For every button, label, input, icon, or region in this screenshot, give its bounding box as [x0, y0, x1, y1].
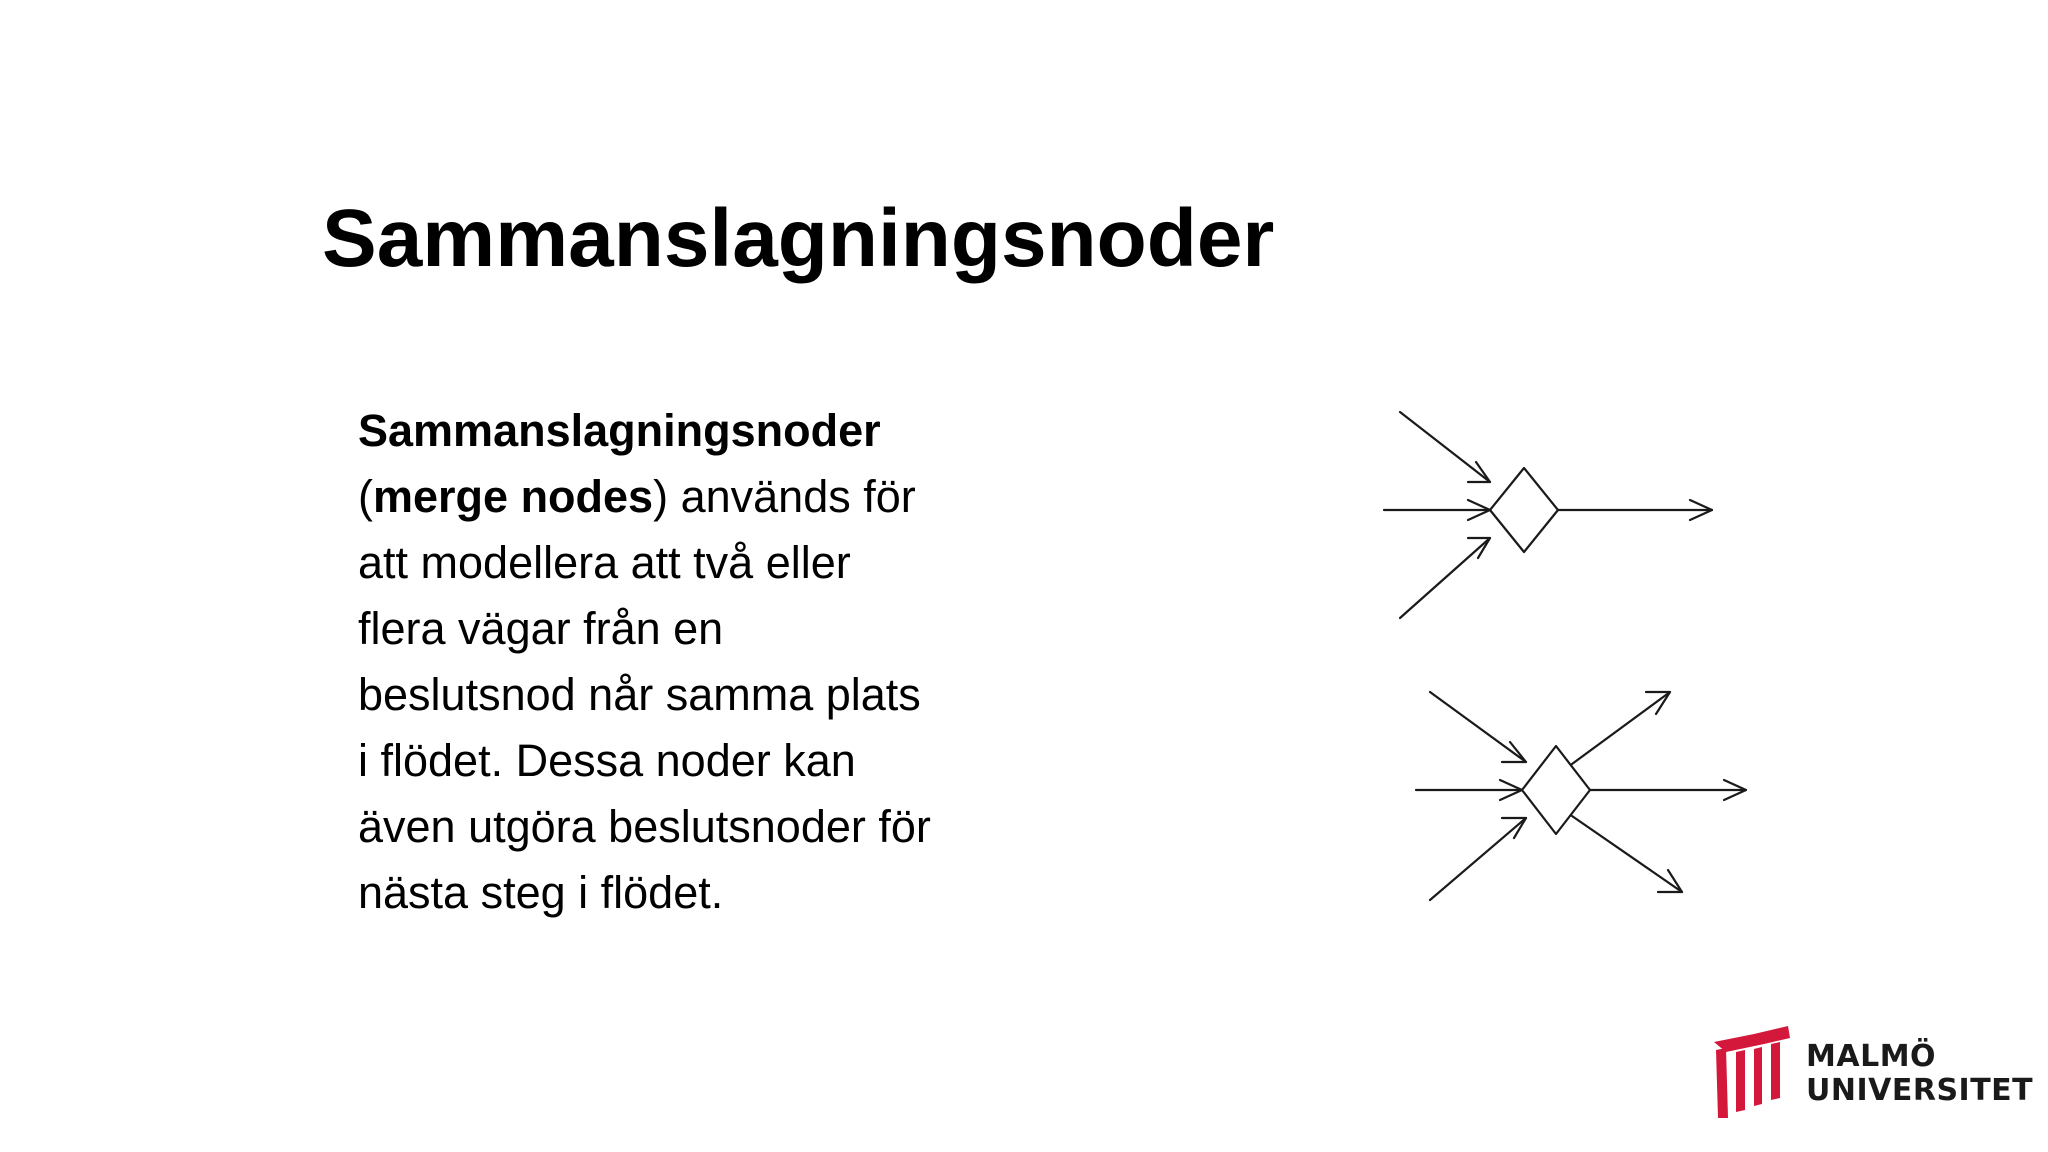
- body-text-run: flera vägar från en: [358, 603, 724, 654]
- malmo-universitet-logo: [1714, 1022, 2034, 1122]
- body-text-line: [358, 596, 1058, 662]
- body-text-run: i flödet. Dessa noder kan: [358, 735, 856, 786]
- body-text-line: [358, 398, 1058, 464]
- body-text-line: [358, 530, 1058, 596]
- body-text-run: att modellera att två eller: [358, 537, 851, 588]
- merge-node-diamond: [1490, 468, 1558, 552]
- outgoing-edge-upper: [1572, 692, 1670, 764]
- logo-line-1: MALMÖ: [1806, 1039, 1937, 1074]
- body-text-run: även utgöra beslutsnoder för: [358, 801, 931, 852]
- body-text-run: nästa steg i flödet.: [358, 867, 724, 918]
- incoming-edge-lower: [1400, 538, 1490, 618]
- body-text-run: ) används för: [653, 471, 916, 522]
- slide-title: Sammanslagningsnoder: [322, 193, 1275, 284]
- malmo-universitet-logo-mark: [1714, 1022, 1790, 1118]
- outgoing-edge-lower: [1572, 816, 1682, 892]
- body-text-line: [358, 728, 1058, 794]
- body-text-run: beslutsnod når samma plats: [358, 669, 921, 720]
- body-text-line: [358, 794, 1058, 860]
- merge-node-diagram: [1360, 400, 1770, 920]
- body-text-line: [358, 464, 1058, 530]
- body-text-bold-run: Sammanslagningsnoder: [358, 405, 881, 456]
- logo-line-2: UNIVERSITET: [1806, 1073, 2034, 1108]
- body-text: [358, 398, 1058, 926]
- incoming-edge-upper-2: [1430, 692, 1526, 762]
- incoming-edge-lower-2: [1430, 818, 1526, 900]
- body-text-run: (: [358, 471, 373, 522]
- body-text-bold-run: merge nodes: [373, 471, 654, 522]
- logo-wordmark: [1806, 1040, 2033, 1108]
- incoming-edge-upper: [1400, 412, 1490, 482]
- body-text-line: [358, 662, 1058, 728]
- body-text-line: [358, 860, 1058, 926]
